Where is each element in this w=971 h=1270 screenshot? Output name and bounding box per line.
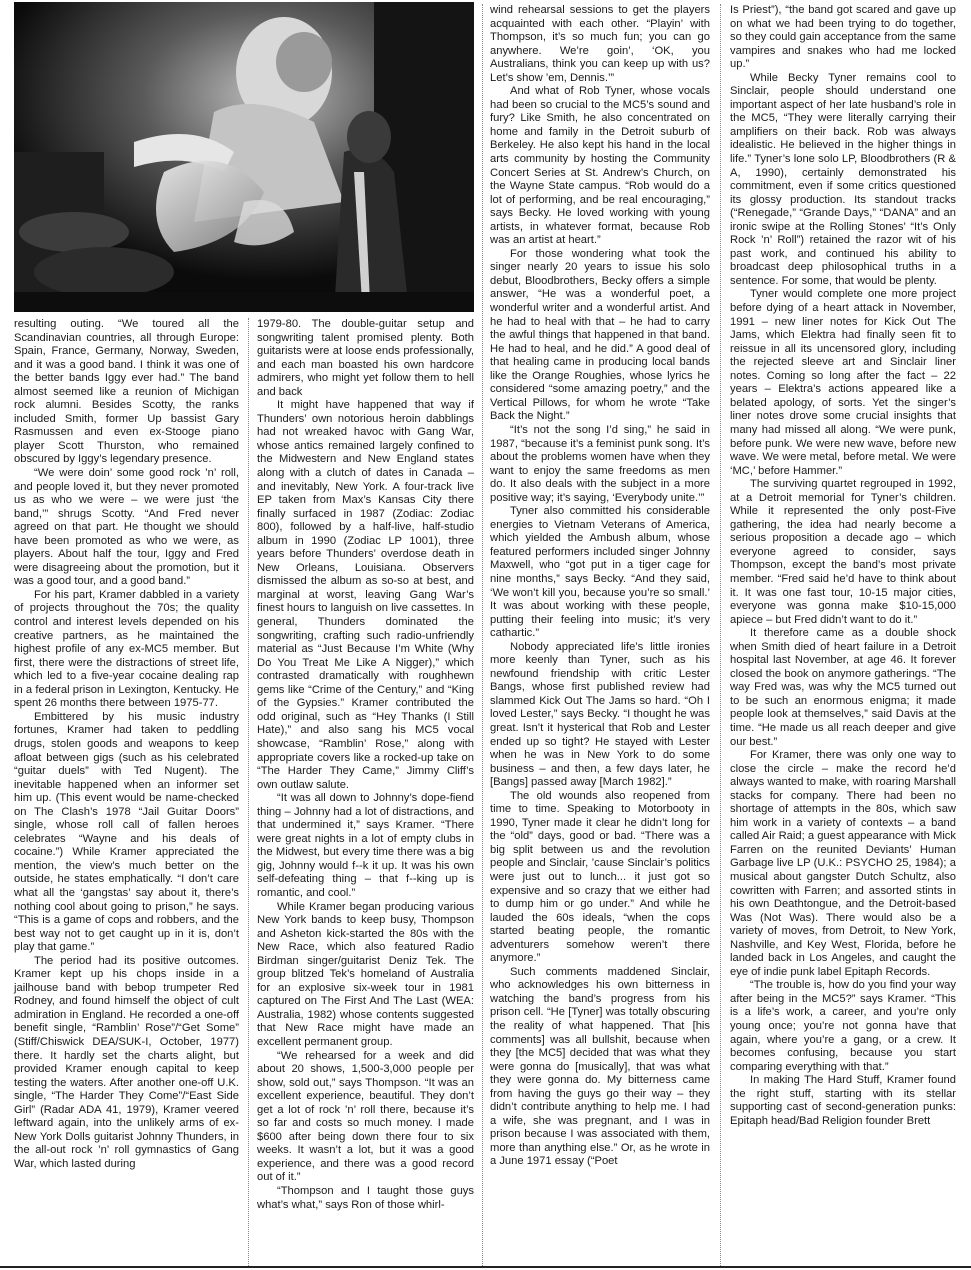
article-paragraph: “Thompson and I taught those guys what’s what,” says Ron of those whirl- — [257, 1185, 474, 1211]
article-paragraph: “We were doin’ some good rock ’n’ roll, and people loved it, but they never promoted us as who we were – we were just ‘the band,’” shrugs Scotty. “And Fred never agreed on that part. He thought we should have been promoted as who we were, as players. About half the tour, Iggy and Fred were disagreeing about the promotion, but it was a good tour, and a good band.” — [14, 467, 239, 588]
article-column-1 — [14, 318, 239, 1171]
article-paragraph: Tyner also committed his considerable energies to Vietnam Veterans of America, which yielded the Ambush album, whose featured performers included singer Johnny Maxwell, who “got put in a tiger cage for nine months,” says Becky. “And they said, ‘We won’t kill you, because you’re so small.’ It was about working with these people, putting their feeling into music; it’s very cathartic.” — [490, 505, 710, 640]
article-paragraph: “It’s not the song I’d sing,” he said in 1987, “because it’s a feminist punk song. It’s about the problems women have when they want to enjoy the same freedoms as men do. It also deals with the subject in a more positive way; it’s saying, ‘Everybody unite.’” — [490, 423, 710, 504]
column-divider — [482, 4, 483, 1266]
article-paragraph: The old wounds also reopened from time to time. Speaking to Motorbooty in 1990, Tyner made it clear he didn’t long for the “old” days, good or bad. “There was a big split between us and the revolution people and Sinclair, ’cause Sinclair’s politics were just out to lunch... it just got so expensive and so crazy that we either had to dump him or go under.” And while he lauded the 60s ideals, “when the cops started beating people, the romantic adventurers somehow weren’t there anymore.” — [490, 789, 710, 965]
article-paragraph: For his part, Kramer dabbled in a variety of projects throughout the 70s; the quality control and interest levels depended on his creative partners, as he maintained the highest profile of any ex-MC5 member. But first, there were the distractions of street life, which led to a five-year cocaine dealing rap in a federal prison in Lexington, Kentucky. He spent 26 months there between 1975-77. — [14, 588, 239, 710]
article-paragraph: It therefore came as a double shock when Smith died of heart failure in a Detroit hospital last November, at age 46. It forever closed the book on anymore gatherings. “The way Fred was, was why the MC5 turned out to be such an enormous enigma; it made people look at themselves,” said Davis at the time. “He made us all reach deeper and give our best.” — [730, 627, 956, 748]
article-column-3 — [490, 4, 710, 1169]
article-paragraph: In making The Hard Stuff, Kramer found the right stuff, starting with its stellar supporting cast of second-generation punks: Epitaph head/Bad Religion founder Brett — [730, 1074, 956, 1127]
article-paragraph: For those wondering what took the singer nearly 20 years to issue his solo debut, Bloodbrothers, Becky offers a simple answer, “He was a wonderful poet, a wonderful writer and a wonderful artist. And he had to heal with that – he had to carry the awful things that happened in that band. He had to heal, and he did.” A good deal of that healing came in producing local bands like the Orange Roughies, whose lyrics he considered “some amazing poetry,” and the Vertical Pillows, for whom he wrote “Take Back the Night.” — [490, 247, 710, 423]
article-paragraph: Tyner would complete one more project before dying of a heart attack in November, 1991 – new liner notes for Kick Out The Jams, which Elektra had finally seen fit to reissue in all its uncensored glory, including the rejected sleeve art and Sinclair liner notes. Coming so long after the fact – 22 years – Elektra’s actions appeared like a belated apology, of sorts. Yet the singer’s liner notes drove some crucial insights that many had missed all along. “We were punk, before punk. We were new wave, before new wave. We were metal, before metal. We were ‘MC,’ before Hammer.” — [730, 288, 956, 477]
article-paragraph: Embittered by his music industry fortunes, Kramer had taken to peddling drugs, stolen goods and weapons to keep afloat between gigs (such as his celebrated “guitar duels” with Ted Nugent). The inevitable happened when an informer set him up. (This event would be name-checked on The Clash’s 1978 “Jail Guitar Doors” single, whose roll call of fallen heroes celebrates “Wayne and his deals of cocaine.”) While Kramer appreciated the mention, the view’s much better on the outside, he states emphatically. “I don’t care what all the ‘gangstas’ say about it, there’s nothing cool about going to prison,” he says. “This is a game of cops and robbers, and the best way not to get caught up in it is, don’t play that game.” — [14, 710, 239, 954]
concert-photo-image — [14, 2, 474, 312]
article-paragraph: “We rehearsed for a week and did about 20 shows, 1,500-3,000 people per show, sold out,” says Thompson. “It was an excellent experience, beautiful. They don’t get a lot of rock ’n’ roll there, because it’s so far and costs so much money. I made $600 after being down there four to six weeks. It wasn’t a lot, but it was a good experience, and there was a good record out of it.” — [257, 1049, 474, 1184]
article-column-2 — [257, 318, 474, 1212]
article-paragraph: wind rehearsal sessions to get the players acquainted with each other. “Playin’ with Thompson, it’s so much fun; you can go anywhere. We’re goin’, ‘OK, you Australians, think you can keep up with us? Let’s show ’em, Dennis.’” — [490, 4, 710, 84]
article-paragraph: resulting outing. “We toured all the Scandinavian countries, all through Europe: Spain, France, Germany, Norway, Sweden, and it was a good band. I think it was one of the better bands Iggy ever had.” The band almost seemed like a reunion of Michigan rock alumni. Besides Scotty, the ranks included Smith, former Up bassist Gary Rasmussen and even ex-Stooge piano player Scott Thurston, who remained obscured by Iggy’s legendary presence. — [14, 318, 239, 466]
article-paragraph: While Becky Tyner remains cool to Sinclair, people should understand one important aspect of her late husband’s role in the MC5, “They were literally carrying their amplifiers on their back. Rob was always idealistic. He believed in the higher things in life.” Tyner’s lone solo LP, Bloodbrothers (R & A, 1990), certainly demonstrated his commitment, even if some critics questioned its glossy production. Its standout tracks (“Renegade,” “Grande Days,” “DANA” and an ironic swipe at the Rolling Stones’ “It’s Only Rock ’n’ Roll”) retained the razor wit of his past work, and continued his ability to broadcast deep philosophical truths in a sentence. For some, that would be plenty. — [730, 71, 956, 287]
article-paragraph: It might have happened that way if Thunders’ own notorious heroin dabblings had not wreaked havoc with Gang War, whose antics remained largely confined to the Midwestern and New England states along with a clutch of dates in Canada – and inevitably, New York. A four-track live EP taken from Max’s Kansas City there finally surfaced in 1987 (Zodiac: Zodiac 800), followed by a half-live, half-studio album in 1990 (Zodiac LP 1001), three years before Thunders’ overdose death in New Orleans, Louisiana. Observers dismissed the album as so-so at best, and marginal at worst, leaving Gang War’s finest hours to languish on live cassettes. In general, Thunders dominated the songwriting, crafting such radio-unfriendly material as “Just Because I’m White (Why Do You Treat Me Like A Nigger),” which contrasted dramatically with roughhewn gems like “Crime of the Century,” and “King of the Gypsies.” Kramer contributed the odd original, such as “Hey Thanks (I Still Hate),” and also sang his MC5 vocal showcase, “Ramblin’ Rose,” along with appropriate covers like a rocked-up take on “The Harder They Came,” Jimmy Cliff’s own outlaw salute. — [257, 399, 474, 791]
article-paragraph: 1979-80. The double-guitar setup and songwriting talent promised plenty. Both guitarists were at loose ends professionally, and each man boasted his own hardcore admirers, who might yet follow them to hell and back — [257, 318, 474, 398]
concert-photo — [14, 2, 474, 312]
column-divider — [720, 4, 721, 1266]
column-divider — [248, 318, 249, 1266]
page-bottom-rule — [0, 1266, 971, 1268]
article-paragraph: And what of Rob Tyner, whose vocals had been so crucial to the MC5’s sound and fury? Like Smith, he also concentrated on home and family in the Detroit suburb of Berkeley. He also kept his hand in the local arts community by hosting the Community Concert Series at St. Andrew’s Church, on the Wayne State campus. “Rob would do a lot of performing, and be real encouraging,” says Becky. He loved working with young artists, in whatever format, because Rob was an artist at heart.” — [490, 85, 710, 247]
article-column-4 — [730, 4, 956, 1128]
article-paragraph: The surviving quartet regrouped in 1992, at a Detroit memorial for Tyner’s children. While it represented the only post-Five gathering, the idea had nearly become a serious proposition a decade ago – which everyone agreed to consider, says Thompson, except the band’s most private member. “Fred said he’d have to think about it. It was one fast tour, 10-15 major cities, everyone was gonna make $10-15,000 apiece – but Fred didn’t want to do it.” — [730, 478, 956, 626]
article-paragraph: Such comments maddened Sinclair, who acknowledges his own bitterness in watching the band’s progress from his prison cell. “He [Tyner] was totally obscuring the reality of what happened. That [his comments] was all bullshit, because when they [the MC5] decided that was what they were gonna do [musically], that was what they were gonna do. My bitterness came from having the guys go their way – they didn’t contribute anything to help me. I had a wife, she was pregnant, and I was in prison because I was associated with them, more than anything else.” Or, as he wrote in a June 1971 essay (“Poet — [490, 965, 710, 1168]
article-paragraph: For Kramer, there was only one way to close the circle – make the record he’d always wanted to make, with roaring Marshall stacks for company. There had been no shortage of attempts in the 80s, which saw him work in a variety of contexts – a band called Air Raid; a guest appearance with Mick Farren on the reunited Deviants’ Human Garbage live LP (U.K.: PSYCHO 25, 1984); a musical about gangster Dutch Schultz, also cowritten with Farren; and assorted stints in his own Deathtongue, and the Detroit-based Was (Not Was). There would also be a variety of moves, from Detroit, to New York, Nashville, and Key West, Florida, before he landed back in Los Angeles, and caught the eye of indie punk label Epitaph Records. — [730, 749, 956, 978]
article-paragraph: “It was all down to Johnny’s dope-fiend thing – Johnny had a lot of distractions, and that undermined it,” says Kramer. “There were great nights in a lot of empty clubs in the Midwest, but every time there was a big gig, Johnny would f--k it up. It was his own self-defeating thing – that f--king up is romantic, and cool.” — [257, 792, 474, 899]
article-paragraph: Is Priest”), “the band got scared and gave up on what we had been trying to do together, so they could gain acceptance from the same vampires and snakes who had me locked up.” — [730, 4, 956, 71]
article-paragraph: The period had its positive outcomes. Kramer kept up his chops inside in a jailhouse band with bebop trumpeter Red Rodney, and found himself the object of cult admiration in England. He recorded a one-off benefit single, “Ramblin’ Rose”/“Get Some” (Stiff/Chiswick DEA/SUK-I, October, 1977) there. It hardly set the charts alight, but provided Kramer enough capital to keep testing the waters. After another one-off U.K. single, “The Harder They Come”/“East Side Girl” (Radar ADA 41, 1979), Kramer veered leftward again, into the unlikely arms of ex-New York Dolls guitarist Johnny Thunders, in the all-out rock ’n’ roll gymnastics of Gang War, which lasted during — [14, 954, 239, 1170]
article-paragraph: While Kramer began producing various New York bands to keep busy, Thompson and Asheton kick-started the 80s with the New Race, which also featured Radio Birdman singer/guitarist Deniz Tek. The group blitzed Tek’s homeland of Australia for an explosive six-week tour in 1981 captured on The First And The Last (WEA: Australia, 1982) whose contents suggested that New Race might have made an excellent permanent group. — [257, 900, 474, 1048]
article-paragraph: Nobody appreciated life’s little ironies more keenly than Tyner, such as his newfound friendship with critic Lester Bangs, whose first published review had slammed Kick Out The Jams so hard. “Oh I loved Lester,” says Becky. “I thought he was great. Isn’t it hysterical that Rob and Lester ended up so tight? He stayed with Lester when he was in New York to do some business – and then, a few days later, he [Bangs] passed away [March 1982].” — [490, 640, 710, 789]
article-paragraph: “The trouble is, how do you find your way after being in the MC5?” says Kramer. “This is a life’s work, a career, and you’re only young once; you’re not gonna have that again, where you’re a gang, or a crew. It becomes confusing, because you start comparing everything with that.” — [730, 979, 956, 1073]
